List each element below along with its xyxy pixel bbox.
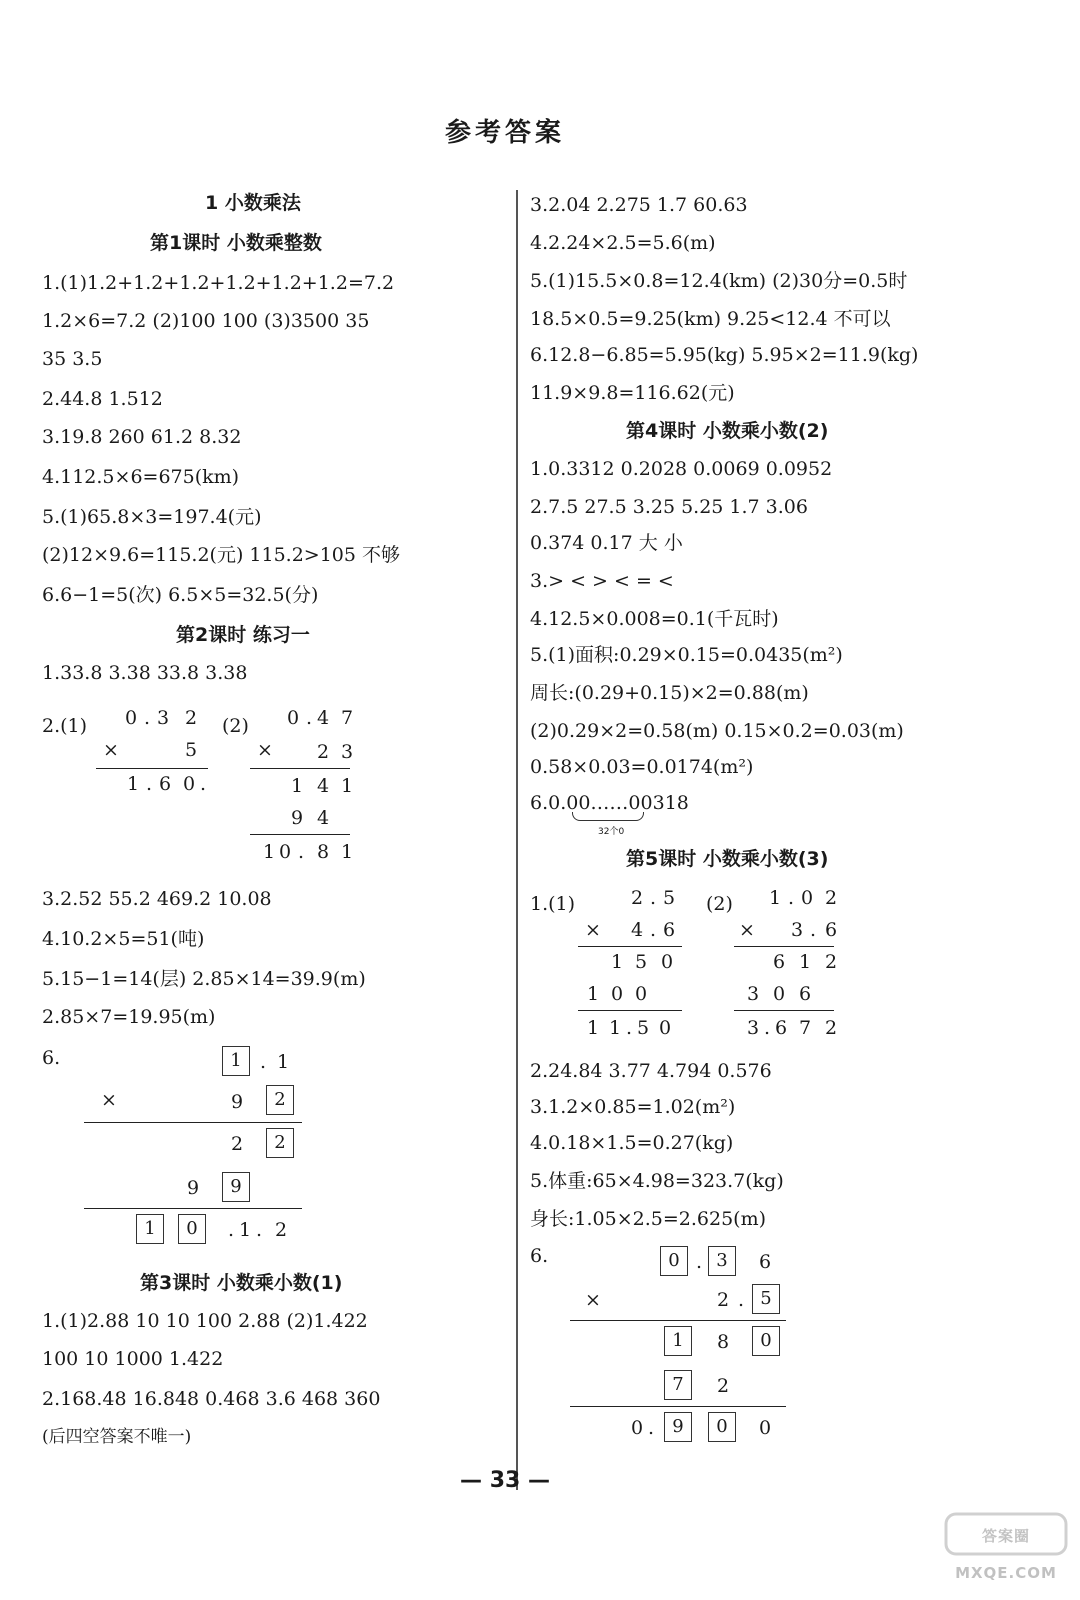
answer-box: 3 bbox=[708, 1246, 736, 1276]
calc-digit: 0 bbox=[772, 983, 786, 1005]
calc-digit: 6 bbox=[758, 1251, 772, 1273]
answer-box: 0 bbox=[660, 1246, 688, 1276]
times-sign: × bbox=[103, 739, 119, 761]
question-label: 2.(1) bbox=[42, 715, 88, 737]
answer-line: 6.12.8−6.85=5.95(kg) 5.95×2=11.9(kg) bbox=[530, 344, 919, 366]
times-sign: × bbox=[585, 919, 601, 941]
answer-box: 9 bbox=[664, 1412, 692, 1442]
answer-line: 1.(1)2.88 10 10 100 2.88 (2)1.422 bbox=[42, 1310, 368, 1332]
calc-digit: . bbox=[145, 773, 153, 795]
calc-digit: 6 bbox=[772, 951, 786, 973]
calc-digit: 2 bbox=[716, 1375, 730, 1397]
question-label: (2) bbox=[706, 893, 733, 915]
answer-line: 2.85×7=19.95(m) bbox=[42, 1006, 216, 1028]
answer-box: 7 bbox=[664, 1370, 692, 1400]
watermark-top: 答案圈 bbox=[981, 1527, 1031, 1545]
watermark-bottom: MXQE.COM bbox=[955, 1564, 1057, 1582]
calc-rule bbox=[96, 768, 208, 769]
answer-line: 5.(1)15.5×0.8=12.4(km) (2)30分=0.5时 bbox=[530, 270, 908, 292]
section-heading-5: 第5课时 小数乘小数(3) bbox=[626, 848, 829, 870]
calc-digit: 0 bbox=[658, 1017, 672, 1039]
answer-line: 2.7.5 27.5 3.25 5.25 1.7 3.06 bbox=[530, 496, 808, 518]
section-heading-1: 第1课时 小数乘整数 bbox=[150, 232, 322, 254]
answer-line: 3.2.52 55.2 469.2 10.08 bbox=[42, 888, 272, 910]
answer-line: 2.168.48 16.848 0.468 3.6 468 360 bbox=[42, 1388, 381, 1410]
calc-digit: . bbox=[737, 1289, 745, 1311]
answer-line: (2)12×9.6=115.2(元) 115.2>105 不够 bbox=[42, 544, 401, 566]
answer-line: 4.112.5×6=675(km) bbox=[42, 466, 240, 488]
calc-digit: 1 bbox=[276, 1051, 290, 1073]
calc-digit: 0 bbox=[800, 887, 814, 909]
answer-line: 6.6−1=5(次) 6.5×5=32.5(分) bbox=[42, 584, 319, 606]
calc-digit: 1 bbox=[238, 1219, 252, 1241]
calc-digit: 1 bbox=[340, 841, 354, 863]
answer-line: 1.2×6=7.2 (2)100 100 (3)3500 35 bbox=[42, 310, 370, 332]
answer-line: 1.(1)1.2+1.2+1.2+1.2+1.2+1.2=7.2 bbox=[42, 272, 395, 294]
calc-digit: 1 bbox=[608, 1017, 622, 1039]
answer-line: 0.58×0.03=0.0174(m²) bbox=[530, 756, 754, 778]
calc-digit: . bbox=[695, 1251, 703, 1273]
calc-digit: . bbox=[649, 887, 657, 909]
calc-digit: 0 bbox=[758, 1417, 772, 1439]
calc-digit: 9 bbox=[290, 807, 304, 829]
calc-digit: 1 bbox=[262, 841, 276, 863]
calc-digit: 4 bbox=[316, 775, 330, 797]
page-title: 参考答案 bbox=[444, 118, 565, 148]
answer-box: 0 bbox=[708, 1412, 736, 1442]
answer-box: 9 bbox=[222, 1172, 250, 1202]
answer-line: 18.5×0.5=9.25(km) 9.25<12.4 不可以 bbox=[530, 308, 891, 330]
answer-line: 4.2.24×2.5=5.6(m) bbox=[530, 232, 716, 254]
section-heading-2: 第2课时 练习一 bbox=[176, 624, 310, 646]
calc-digit: 4 bbox=[316, 707, 330, 729]
calc-digit: 2 bbox=[316, 741, 330, 763]
question-label: 6. bbox=[42, 1047, 61, 1069]
section-heading-4: 第4课时 小数乘小数(2) bbox=[626, 420, 829, 442]
answer-line: 2.44.8 1.512 bbox=[42, 388, 163, 410]
calc-digit: 6 bbox=[798, 983, 812, 1005]
calc-digit: 2 bbox=[274, 1219, 288, 1241]
brace-underline bbox=[572, 812, 644, 821]
brace-note: 32个0 bbox=[598, 827, 625, 837]
times-sign: × bbox=[257, 739, 273, 761]
watermark-logo bbox=[942, 1510, 1070, 1588]
calc-digit: 5 bbox=[636, 1017, 650, 1039]
calc-digit: 2 bbox=[824, 1017, 838, 1039]
calc-digit: 2 bbox=[824, 951, 838, 973]
calc-digit: 1 bbox=[610, 951, 624, 973]
page-number: — 33 — bbox=[460, 1468, 550, 1493]
answer-line: 5.(1)面积:0.29×0.15=0.0435(m²) bbox=[530, 644, 843, 666]
answer-box: 2 bbox=[266, 1128, 294, 1158]
answer-line: 35 3.5 bbox=[42, 348, 103, 370]
calc-digit: 3 bbox=[746, 983, 760, 1005]
column-divider bbox=[516, 190, 518, 1490]
answer-line: 3.2.04 2.275 1.7 60.63 bbox=[530, 194, 748, 216]
answer-line: 2.24.84 3.77 4.794 0.576 bbox=[530, 1060, 772, 1082]
calc-digit: 6 bbox=[774, 1017, 788, 1039]
answer-line: 5.(1)65.8×3=197.4(元) bbox=[42, 506, 262, 528]
calc-digit: 4 bbox=[630, 919, 644, 941]
calc-digit: 1 bbox=[798, 951, 812, 973]
answer-line: 11.9×9.8=116.62(元) bbox=[530, 382, 735, 404]
answer-note: (后四空答案不唯一) bbox=[42, 1427, 192, 1447]
answer-line: 100 10 1000 1.422 bbox=[42, 1348, 224, 1370]
answer-line: 3.> < > < = < bbox=[530, 570, 674, 592]
answer-line: 1.33.8 3.38 33.8 3.38 bbox=[42, 662, 248, 684]
calc-digit: 0 bbox=[660, 951, 674, 973]
answer-line: (2)0.29×2=0.58(m) 0.15×0.2=0.03(m) bbox=[530, 720, 904, 742]
calc-digit: 2 bbox=[630, 887, 644, 909]
calc-digit: 2 bbox=[184, 707, 198, 729]
calc-digit: 1 bbox=[768, 887, 782, 909]
calc-rule bbox=[84, 1208, 302, 1209]
calc-digit: 8 bbox=[316, 841, 330, 863]
calc-digit: . bbox=[305, 707, 313, 729]
answer-box: 0 bbox=[178, 1214, 206, 1244]
calc-digit: 9 bbox=[186, 1177, 200, 1199]
calc-digit: 6 bbox=[158, 773, 172, 795]
question-label: (2) bbox=[222, 715, 249, 737]
answer-line: 6.0.00……00318 bbox=[530, 792, 689, 814]
answer-box: 2 bbox=[266, 1085, 294, 1115]
question-label: 1.(1) bbox=[530, 893, 576, 915]
calc-digit: . bbox=[787, 887, 795, 909]
calc-digit: 1 bbox=[586, 983, 600, 1005]
answer-line: 4.0.18×1.5=0.27(kg) bbox=[530, 1132, 734, 1154]
calc-digit: 1 bbox=[290, 775, 304, 797]
answer-line: 3.19.8 260 61.2 8.32 bbox=[42, 426, 242, 448]
calc-digit: . bbox=[259, 1051, 267, 1073]
calc-digit: 8 bbox=[716, 1331, 730, 1353]
calc-digit: 0 bbox=[610, 983, 624, 1005]
answer-line: 4.12.5×0.008=0.1(千瓦时) bbox=[530, 608, 779, 630]
calc-rule bbox=[734, 946, 834, 947]
calc-digit: 3 bbox=[340, 741, 354, 763]
calc-digit: 0 bbox=[286, 707, 300, 729]
answer-line: 身长:1.05×2.5=2.625(m) bbox=[530, 1208, 766, 1230]
answer-line: 3.1.2×0.85=1.02(m²) bbox=[530, 1096, 736, 1118]
calc-digit: 2 bbox=[824, 887, 838, 909]
calc-digit: 0 bbox=[630, 1417, 644, 1439]
calc-digit: 3 bbox=[746, 1017, 760, 1039]
calc-digit: 1 bbox=[126, 773, 140, 795]
answer-line: 5.15−1=14(层) 2.85×14=39.9(m) bbox=[42, 968, 366, 990]
answer-line: 1.0.3312 0.2028 0.0069 0.0952 bbox=[530, 458, 833, 480]
calc-digit: 2 bbox=[716, 1289, 730, 1311]
answer-box: 5 bbox=[752, 1284, 780, 1314]
calc-digit: 6 bbox=[824, 919, 838, 941]
calc-digit: 6 bbox=[662, 919, 676, 941]
calc-digit: 1 bbox=[340, 775, 354, 797]
times-sign: × bbox=[585, 1289, 601, 1311]
calc-digit: . bbox=[763, 1017, 771, 1039]
answer-line: 5.体重:65×4.98=323.7(kg) bbox=[530, 1170, 784, 1192]
calc-rule bbox=[570, 1406, 786, 1407]
calc-digit: . bbox=[809, 919, 817, 941]
calc-digit: . bbox=[255, 1219, 263, 1241]
answer-box: 1 bbox=[222, 1046, 250, 1076]
question-label: 6. bbox=[530, 1245, 549, 1267]
calc-rule bbox=[250, 834, 350, 835]
answer-box: 1 bbox=[664, 1326, 692, 1356]
calc-digit: 3 bbox=[156, 707, 170, 729]
answer-box: 1 bbox=[136, 1214, 164, 1244]
calc-rule bbox=[734, 1010, 834, 1011]
calc-digit: 0 bbox=[634, 983, 648, 1005]
calc-rule bbox=[84, 1122, 302, 1123]
calc-digit: 7 bbox=[798, 1017, 812, 1039]
calc-digit: 2 bbox=[230, 1133, 244, 1155]
calc-digit: 3 bbox=[790, 919, 804, 941]
calc-rule bbox=[578, 1010, 682, 1011]
answer-line: 周长:(0.29+0.15)×2=0.88(m) bbox=[530, 682, 809, 704]
calc-digit: . bbox=[143, 707, 151, 729]
chapter-heading: 1 小数乘法 bbox=[205, 192, 301, 214]
calc-rule bbox=[570, 1320, 786, 1321]
calc-digit: 1 bbox=[586, 1017, 600, 1039]
calc-digit: 5 bbox=[184, 739, 198, 761]
times-sign: × bbox=[101, 1089, 117, 1111]
calc-digit: . bbox=[227, 1219, 235, 1241]
times-sign: × bbox=[739, 919, 755, 941]
calc-digit: 0 bbox=[278, 841, 292, 863]
calc-digit: . bbox=[297, 841, 305, 863]
calc-digit: 0 bbox=[182, 773, 196, 795]
answer-line: 0.374 0.17 大 小 bbox=[530, 532, 683, 554]
calc-digit: 0 bbox=[124, 707, 138, 729]
section-heading-3: 第3课时 小数乘小数(1) bbox=[140, 1272, 343, 1294]
calc-digit: 5 bbox=[634, 951, 648, 973]
answer-line: 4.10.2×5=51(吨) bbox=[42, 928, 205, 950]
answer-box: 0 bbox=[752, 1326, 780, 1356]
calc-digit: 9 bbox=[230, 1091, 244, 1113]
calc-rule bbox=[578, 946, 682, 947]
calc-digit: . bbox=[625, 1017, 633, 1039]
calc-digit: . bbox=[199, 773, 207, 795]
calc-digit: . bbox=[649, 919, 657, 941]
calc-digit: 5 bbox=[662, 887, 676, 909]
calc-rule bbox=[250, 768, 350, 769]
calc-digit: 7 bbox=[340, 707, 354, 729]
calc-digit: . bbox=[647, 1417, 655, 1439]
calc-digit: 4 bbox=[316, 807, 330, 829]
